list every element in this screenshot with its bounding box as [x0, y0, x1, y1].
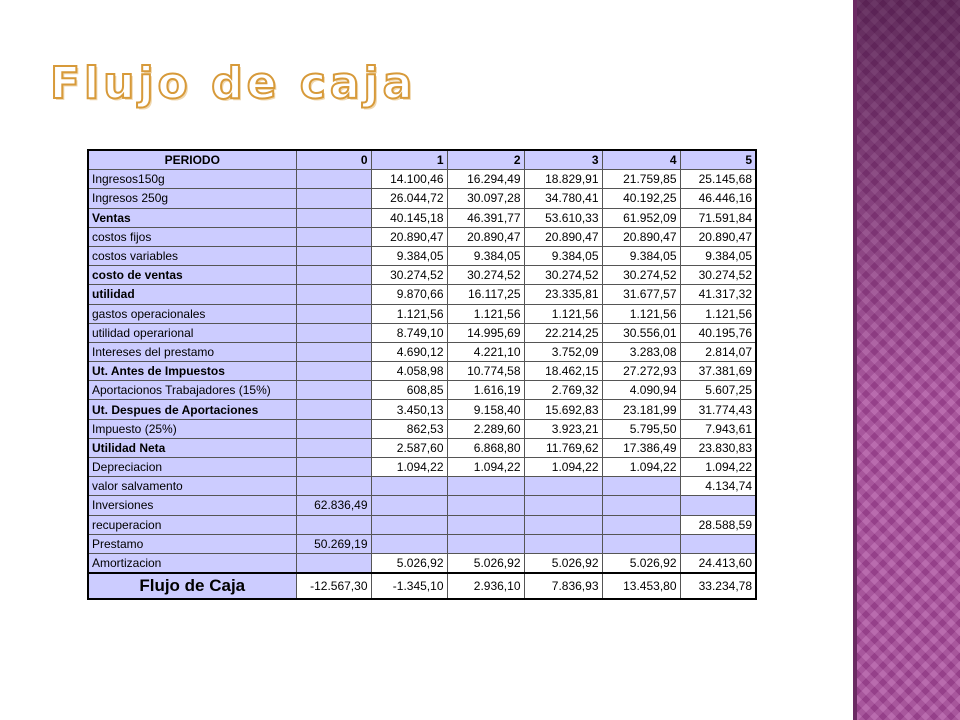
- table-row: [88, 458, 756, 477]
- table-cell: 41.317,32: [680, 285, 756, 304]
- table-row: [88, 227, 756, 246]
- row-label: costos fijos: [88, 227, 296, 246]
- table-row: [88, 477, 756, 496]
- table-cell: 30.556,01: [602, 323, 680, 342]
- table-cell: 30.274,52: [371, 266, 447, 285]
- table-cell: 2.587,60: [371, 438, 447, 457]
- table-cell: 17.386,49: [602, 438, 680, 457]
- table-cell: 25.145,68: [680, 170, 756, 189]
- table-cell: 15.692,83: [524, 400, 602, 419]
- table-cell: [296, 362, 371, 381]
- total-cell: 13.453,80: [602, 573, 680, 599]
- table-cell: [602, 515, 680, 534]
- table-cell: 9.384,05: [680, 246, 756, 265]
- table-row: [88, 170, 756, 189]
- table-cell: [296, 170, 371, 189]
- table-cell: [296, 438, 371, 457]
- table-cell: [296, 419, 371, 438]
- table-cell: 18.462,15: [524, 362, 602, 381]
- row-label: utilidad: [88, 285, 296, 304]
- header-cell-period-2: 2: [447, 150, 524, 170]
- table-cell: 1.094,22: [602, 458, 680, 477]
- table-cell: 46.446,16: [680, 189, 756, 208]
- table-cell: 14.995,69: [447, 323, 524, 342]
- table-cell: 1.616,19: [447, 381, 524, 400]
- table-cell: 11.769,62: [524, 438, 602, 457]
- row-label: costo de ventas: [88, 266, 296, 285]
- row-label: Inversiones: [88, 496, 296, 515]
- table-row: [88, 189, 756, 208]
- row-label: Amortizacion: [88, 553, 296, 573]
- table-cell: 5.026,92: [524, 553, 602, 573]
- total-cell: 33.234,78: [680, 573, 756, 599]
- table-cell: [602, 534, 680, 553]
- row-label: recuperacion: [88, 515, 296, 534]
- table-cell: 20.890,47: [680, 227, 756, 246]
- table-cell: 30.097,28: [447, 189, 524, 208]
- table-cell: 61.952,09: [602, 208, 680, 227]
- table-cell: 50.269,19: [296, 534, 371, 553]
- row-label: Ut. Despues de Aportaciones: [88, 400, 296, 419]
- table-cell: 30.274,52: [447, 266, 524, 285]
- table-cell: 20.890,47: [447, 227, 524, 246]
- table-cell: 21.759,85: [602, 170, 680, 189]
- table-cell: 4.221,10: [447, 342, 524, 361]
- table-cell: 40.145,18: [371, 208, 447, 227]
- table-row: [88, 496, 756, 515]
- row-label: costos variables: [88, 246, 296, 265]
- row-label: Ingresos150g: [88, 170, 296, 189]
- total-cell: 2.936,10: [447, 573, 524, 599]
- table-cell: [524, 534, 602, 553]
- decorative-side-band: [857, 0, 960, 720]
- table-cell: 46.391,77: [447, 208, 524, 227]
- cash-flow-table: [87, 149, 757, 600]
- table-cell: 20.890,47: [371, 227, 447, 246]
- table-cell: 34.780,41: [524, 189, 602, 208]
- table-cell: 8.749,10: [371, 323, 447, 342]
- row-label: Prestamo: [88, 534, 296, 553]
- table-cell: [296, 515, 371, 534]
- table-cell: [524, 515, 602, 534]
- table-cell: [602, 496, 680, 515]
- table-row: [88, 400, 756, 419]
- table-cell: 4.134,74: [680, 477, 756, 496]
- table-cell: 26.044,72: [371, 189, 447, 208]
- table-cell: [680, 496, 756, 515]
- table-cell: 1.094,22: [371, 458, 447, 477]
- table-row: [88, 362, 756, 381]
- table-cell: 1.121,56: [524, 304, 602, 323]
- table-header-row: [88, 150, 756, 170]
- table-cell: 5.026,92: [371, 553, 447, 573]
- total-row: [88, 573, 756, 599]
- table-cell: [371, 515, 447, 534]
- table-cell: [296, 304, 371, 323]
- table-cell: 30.274,52: [602, 266, 680, 285]
- table-cell: [680, 534, 756, 553]
- table-cell: 53.610,33: [524, 208, 602, 227]
- table-cell: [296, 285, 371, 304]
- table-cell: 27.272,93: [602, 362, 680, 381]
- table-cell: [296, 227, 371, 246]
- table-cell: 4.690,12: [371, 342, 447, 361]
- table-row: [88, 342, 756, 361]
- table-cell: 14.100,46: [371, 170, 447, 189]
- table-row: [88, 285, 756, 304]
- table-cell: 2.769,32: [524, 381, 602, 400]
- table-cell: 4.090,94: [602, 381, 680, 400]
- table-cell: 71.591,84: [680, 208, 756, 227]
- table-cell: [296, 208, 371, 227]
- table-cell: 22.214,25: [524, 323, 602, 342]
- table-cell: 1.094,22: [447, 458, 524, 477]
- row-label: utilidad operarional: [88, 323, 296, 342]
- table-cell: [371, 477, 447, 496]
- row-label: Utilidad Neta: [88, 438, 296, 457]
- table-cell: [296, 342, 371, 361]
- table-cell: 10.774,58: [447, 362, 524, 381]
- table-cell: [296, 400, 371, 419]
- table-cell: 1.094,22: [680, 458, 756, 477]
- table-cell: [447, 534, 524, 553]
- table-cell: [296, 266, 371, 285]
- table-cell: 20.890,47: [602, 227, 680, 246]
- table-cell: 4.058,98: [371, 362, 447, 381]
- row-label: valor salvamento: [88, 477, 296, 496]
- table-cell: 608,85: [371, 381, 447, 400]
- table-cell: [296, 553, 371, 573]
- table-cell: [371, 496, 447, 515]
- table-cell: [296, 477, 371, 496]
- table-cell: 5.607,25: [680, 381, 756, 400]
- header-cell-period-3: 3: [524, 150, 602, 170]
- total-cell: -1.345,10: [371, 573, 447, 599]
- table-cell: 3.923,21: [524, 419, 602, 438]
- total-cell: 7.836,93: [524, 573, 602, 599]
- total-cell: -12.567,30: [296, 573, 371, 599]
- table-cell: [447, 496, 524, 515]
- table-cell: 862,53: [371, 419, 447, 438]
- table-cell: 9.870,66: [371, 285, 447, 304]
- table-cell: 3.283,08: [602, 342, 680, 361]
- table-row: [88, 553, 756, 573]
- table-cell: 9.384,05: [447, 246, 524, 265]
- table-cell: 1.121,56: [680, 304, 756, 323]
- table-cell: [371, 534, 447, 553]
- table-cell: 2.289,60: [447, 419, 524, 438]
- row-label: Depreciacion: [88, 458, 296, 477]
- table-cell: 9.384,05: [602, 246, 680, 265]
- table-cell: 1.094,22: [524, 458, 602, 477]
- table-cell: [296, 458, 371, 477]
- table-cell: 5.026,92: [447, 553, 524, 573]
- table-row: [88, 381, 756, 400]
- table-cell: 1.121,56: [602, 304, 680, 323]
- table-cell: 37.381,69: [680, 362, 756, 381]
- table-cell: 9.158,40: [447, 400, 524, 419]
- row-label: Aportacionos Trabajadores (15%): [88, 381, 296, 400]
- table-cell: 40.192,25: [602, 189, 680, 208]
- table-cell: 9.384,05: [371, 246, 447, 265]
- table-row: [88, 534, 756, 553]
- row-label: Ut. Antes de Impuestos: [88, 362, 296, 381]
- table-cell: 16.117,25: [447, 285, 524, 304]
- table-cell: 30.274,52: [680, 266, 756, 285]
- table-cell: 62.836,49: [296, 496, 371, 515]
- table-cell: [524, 496, 602, 515]
- table-cell: 3.752,09: [524, 342, 602, 361]
- row-label: gastos operacionales: [88, 304, 296, 323]
- table-cell: 23.335,81: [524, 285, 602, 304]
- row-label: Ingresos 250g: [88, 189, 296, 208]
- row-label: Impuesto (25%): [88, 419, 296, 438]
- table-cell: 1.121,56: [371, 304, 447, 323]
- table-row: [88, 419, 756, 438]
- table-cell: 9.384,05: [524, 246, 602, 265]
- table-row: [88, 246, 756, 265]
- table-cell: 7.943,61: [680, 419, 756, 438]
- header-cell-period-5: 5: [680, 150, 756, 170]
- table-row: [88, 266, 756, 285]
- table-cell: 5.795,50: [602, 419, 680, 438]
- table-cell: 5.026,92: [602, 553, 680, 573]
- total-row-label: Flujo de Caja: [88, 573, 296, 599]
- table-row: [88, 323, 756, 342]
- table-cell: [296, 323, 371, 342]
- header-cell-period-0: 0: [296, 150, 371, 170]
- table-row: [88, 515, 756, 534]
- table-cell: 40.195,76: [680, 323, 756, 342]
- table-cell: [296, 246, 371, 265]
- table-cell: [447, 477, 524, 496]
- table-cell: [524, 477, 602, 496]
- table-cell: 3.450,13: [371, 400, 447, 419]
- table-cell: 31.677,57: [602, 285, 680, 304]
- header-cell-period-4: 4: [602, 150, 680, 170]
- row-label: Ventas: [88, 208, 296, 227]
- table-cell: [602, 477, 680, 496]
- table-cell: 23.181,99: [602, 400, 680, 419]
- table-cell: [447, 515, 524, 534]
- table-row: [88, 438, 756, 457]
- table-cell: 23.830,83: [680, 438, 756, 457]
- table-cell: 2.814,07: [680, 342, 756, 361]
- header-cell-periodo: PERIODO: [88, 150, 296, 170]
- table-cell: [296, 381, 371, 400]
- table-cell: 16.294,49: [447, 170, 524, 189]
- table-cell: 18.829,91: [524, 170, 602, 189]
- header-cell-period-1: 1: [371, 150, 447, 170]
- slide-title: Flujo de caja: [50, 58, 417, 109]
- table-cell: 28.588,59: [680, 515, 756, 534]
- table-cell: 24.413,60: [680, 553, 756, 573]
- row-label: Intereses del prestamo: [88, 342, 296, 361]
- table-cell: 30.274,52: [524, 266, 602, 285]
- table-row: [88, 208, 756, 227]
- table-cell: 31.774,43: [680, 400, 756, 419]
- table-cell: 20.890,47: [524, 227, 602, 246]
- table-cell: 1.121,56: [447, 304, 524, 323]
- table-cell: [296, 189, 371, 208]
- table-cell: 6.868,80: [447, 438, 524, 457]
- table-row: [88, 304, 756, 323]
